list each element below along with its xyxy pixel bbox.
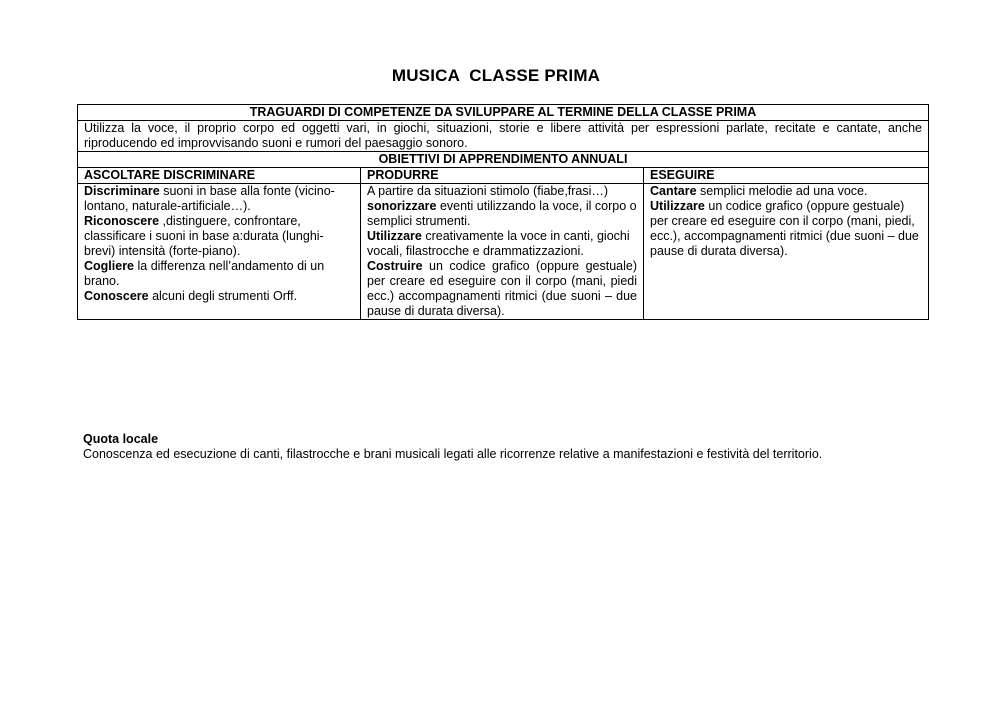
verb: Utilizzare — [367, 229, 422, 243]
eseguire-item — [650, 199, 922, 259]
item-text: A partire da situazioni stimolo (fiabe,frasi…) — [367, 184, 609, 198]
ascoltare-item — [84, 214, 354, 259]
eseguire-cell — [644, 184, 929, 320]
traguardi-heading: TRAGUARDI DI COMPETENZE DA SVILUPPARE AL TERMINE DELLA CLASSE PRIMA — [78, 105, 929, 121]
item-text: la differenza nell’andamento di un brano. — [84, 259, 325, 288]
verb: Riconoscere — [84, 214, 160, 228]
ascoltare-item — [84, 289, 354, 304]
item-text: un codice grafico (oppure gestuale) per creare ed eseguire con il corpo (mani, piedi, ecc.), accompagnamenti ritmici (due suoni – due pause di durata diversa). — [650, 199, 919, 258]
produrre-cell — [361, 184, 644, 320]
traguardi-heading-row — [78, 105, 929, 121]
eseguire-item — [650, 184, 922, 199]
ascoltare-cell — [78, 184, 361, 320]
produrre-item — [367, 259, 637, 319]
verb: sonorizzare — [367, 199, 437, 213]
curriculum-table — [77, 104, 929, 320]
obiettivi-heading-row — [78, 152, 929, 168]
obiettivi-heading: OBIETTIVI DI APPRENDIMENTO ANNUALI — [78, 152, 929, 168]
verb: Conoscere — [84, 289, 149, 303]
quota-locale-title: Quota locale — [83, 432, 159, 446]
verb: Cantare — [650, 184, 697, 198]
produrre-item — [367, 184, 637, 229]
verb: Costruire — [367, 259, 423, 273]
column-header-row — [78, 168, 929, 184]
ascoltare-item — [84, 184, 354, 214]
item-text: alcuni degli strumenti Orff. — [148, 289, 298, 303]
ascoltare-item — [84, 259, 354, 289]
column-header-produrre: PRODURRE — [361, 168, 644, 184]
quota-locale-section — [83, 432, 943, 462]
column-header-ascoltare: ASCOLTARE DISCRIMINARE — [78, 168, 361, 184]
item-text: suoni in base alla fonte (vicino-lontano, naturale-artificiale…). — [84, 184, 335, 213]
objectives-row — [78, 184, 929, 320]
column-header-eseguire: ESEGUIRE — [644, 168, 929, 184]
traguardi-text: Utilizza la voce, il proprio corpo ed oggetti vari, in giochi, situazioni, storie e libere attività per espressioni parlate, recitate e cantate, anche riproducendo ed improvvisando suoni e rumori del paesaggio sonoro. — [78, 121, 929, 152]
traguardi-text-row — [78, 121, 929, 152]
page-title: MUSICA CLASSE PRIMA — [391, 66, 601, 85]
item-text: un codice grafico (oppure gestuale) per creare ed eseguire con il corpo (mani, piedi ecc.) accompagnamenti ritmici (due suoni – due pause di durata diversa). — [367, 259, 637, 318]
verb: Utilizzare — [650, 199, 705, 213]
item-text: ,distinguere, confrontare, classificare i suoni in base a:durata (lunghi-brevi) intensità (forte-piano). — [84, 214, 324, 258]
verb: Cogliere — [84, 259, 135, 273]
item-text: semplici melodie ad una voce. — [696, 184, 868, 198]
item-text: eventi utilizzando la voce, il corpo o semplici strumenti. — [367, 199, 637, 228]
item-text: creativamente la voce in canti, giochi vocali, filastrocche e drammatizzazioni. — [367, 229, 630, 258]
quota-locale-text: Conoscenza ed esecuzione di canti, filastrocche e brani musicali legati alle ricorrenze relative a manifestazioni e festività del territorio. — [83, 447, 823, 461]
produrre-item — [367, 229, 637, 259]
verb: Discriminare — [84, 184, 160, 198]
